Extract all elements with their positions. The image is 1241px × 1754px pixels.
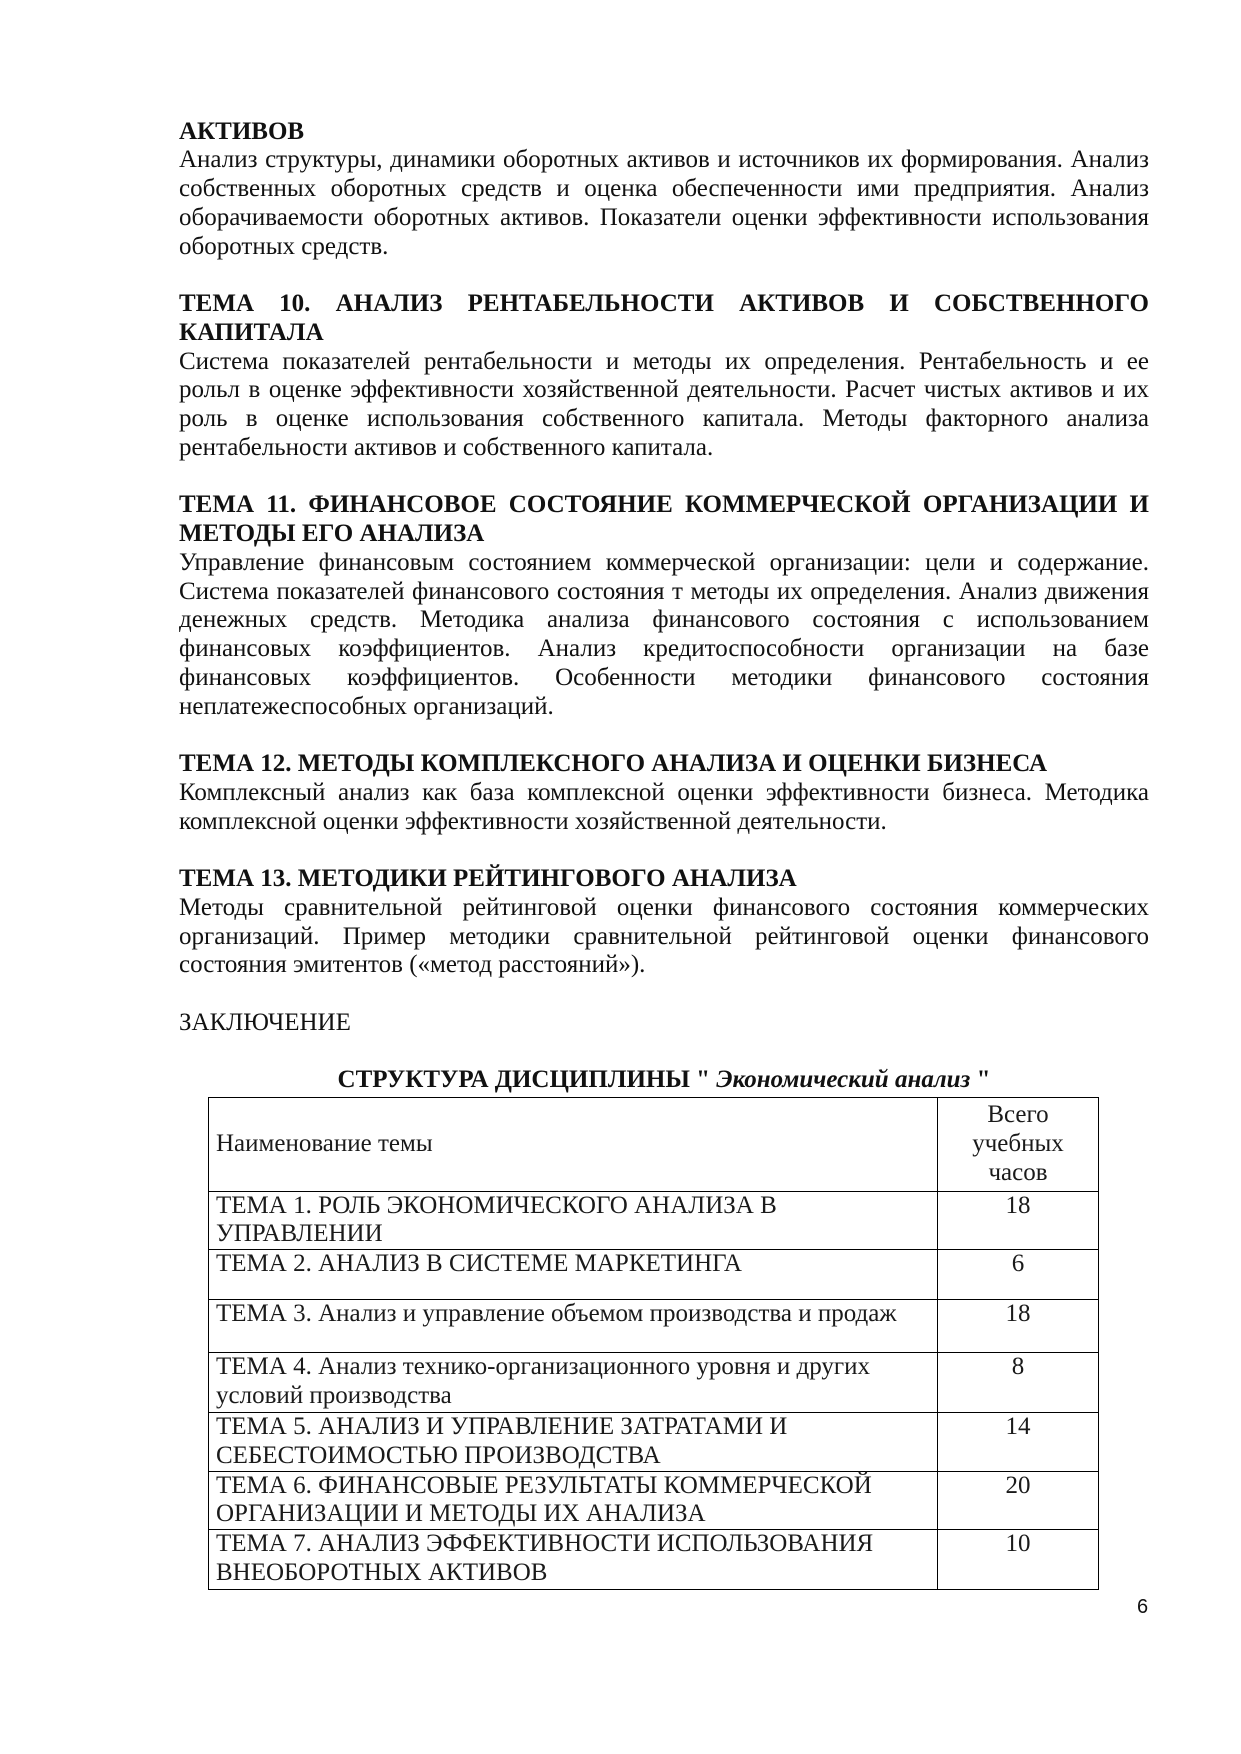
section-heading: АКТИВОВ [179,117,305,145]
topic-cell: ТЕМА 7. АНАЛИЗ ЭФФЕКТИВНОСТИ ИСПОЛЬЗОВАНИЯ ВНЕОБОРОТНЫХ АКТИВОВ [209,1530,938,1590]
table-header-hours: Всего учебных часов [938,1097,1099,1191]
topic-cell: ТЕМА 5. АНАЛИЗ И УПРАВЛЕНИЕ ЗАТРАТАМИ И СЕБЕСТОИМОСТЬЮ ПРОИЗВОДСТВА [209,1413,938,1472]
section-assets [179,118,1149,262]
hours-cell: 18 [938,1191,1099,1250]
section-heading: ТЕМА 11. ФИНАНСОВОЕ СОСТОЯНИЕ КОММЕРЧЕСКОЙ ОРГАНИЗАЦИИ И МЕТОДЫ ЕГО АНАЛИЗА [179,491,1149,548]
section-topic-13 [179,865,1149,980]
section-body: Методы сравнительной рейтинговой оценки финансового состояния коммерческих организаций. Пример методики сравнительной рейтинговой оценки финансового состояния эмитентов («метод расстояний»). [179,893,1149,979]
table-row [209,1353,1099,1413]
topic-cell: ТЕМА 2. АНАЛИЗ В СИСТЕМЕ МАРКЕТИНГА [209,1250,938,1300]
section-body: Анализ структуры, динамики оборотных активов и источников их формирования. Анализ собственных оборотных средств и оценка обеспеченности ими предприятия. Анализ оборачиваемости оборотных активов. Показатели оценки эффективности использования оборотных средств. [179,146,1149,260]
table-row [209,1300,1099,1353]
section-body: Система показателей рентабельности и методы их определения. Рентабельность и ее рольл в оценке эффективности хозяйственной деятельности. Расчет чистых активов и их роль в оценке использования собственного капитала. Методы факторного анализа рентабельности активов и собственного капитала. [179,347,1149,461]
table-row [209,1471,1099,1530]
section-topic-11 [179,491,1149,721]
table-title-suffix: " [970,1066,991,1094]
hours-cell: 20 [938,1471,1099,1530]
section-heading: ТЕМА 10. АНАЛИЗ РЕНТАБЕЛЬНОСТИ АКТИВОВ И СОБСТВЕННОГО КАПИТАЛА [179,290,1149,346]
page-content [179,118,1149,1591]
hours-cell: 14 [938,1413,1099,1472]
table-row [209,1250,1099,1300]
table-row [209,1413,1099,1472]
section-body: Комплексный анализ как база комплексной оценки эффективности бизнеса. Методика комплексной оценки эффективности хозяйственной деятельности. [179,778,1149,835]
table-header-row [209,1097,1099,1191]
hours-cell: 10 [938,1530,1099,1590]
section-heading: ТЕМА 13. МЕТОДИКИ РЕЙТИНГОВОГО АНАЛИЗА [179,865,797,893]
topic-cell: ТЕМА 6. ФИНАНСОВЫЕ РЕЗУЛЬТАТЫ КОММЕРЧЕСКОЙ ОРГАНИЗАЦИИ И МЕТОДЫ ИХ АНАЛИЗА [209,1471,938,1530]
table-title-prefix: СТРУКТУРА ДИСЦИПЛИНЫ " [337,1066,717,1094]
topic-cell: ТЕМА 4. Анализ технико-организационного уровня и других условий производства [209,1353,938,1413]
table-header-topic: Наименование темы [209,1097,938,1191]
conclusion-heading: ЗАКЛЮЧЕНИЕ [179,1008,351,1036]
section-topic-10 [179,290,1149,463]
topic-cell: ТЕМА 3. Анализ и управление объемом производства и продаж [209,1300,938,1353]
table-row [209,1191,1099,1250]
hours-cell: 6 [938,1250,1099,1300]
hours-cell: 8 [938,1353,1099,1413]
topic-cell: ТЕМА 1. РОЛЬ ЭКОНОМИЧЕСКОГО АНАЛИЗА В УПРАВЛЕНИИ [209,1191,938,1250]
section-heading: ТЕМА 12. МЕТОДЫ КОМПЛЕКСНОГО АНАЛИЗА И ОЦЕНКИ БИЗНЕСА [179,750,1048,778]
table-title-discipline: Экономический анализ [716,1066,971,1094]
table-row [209,1530,1099,1590]
discipline-structure-table [208,1097,1099,1591]
page-number: 6 [1137,1596,1149,1618]
section-body: Управление финансовым состоянием коммерческой организации: цели и содержание. Система показателей финансового состояния т методы их определения. Анализ движения денежных средств. Методика анализа финансового состояния с использованием финансовых коэффициентов. Анализ кредитоспособности организации на базе финансовых коэффициентов. Особенности методики финансового состояния неплатежеспособных организаций. [179,548,1149,720]
section-topic-12 [179,750,1149,836]
table-title [179,1066,1149,1095]
hours-cell: 18 [938,1300,1099,1353]
